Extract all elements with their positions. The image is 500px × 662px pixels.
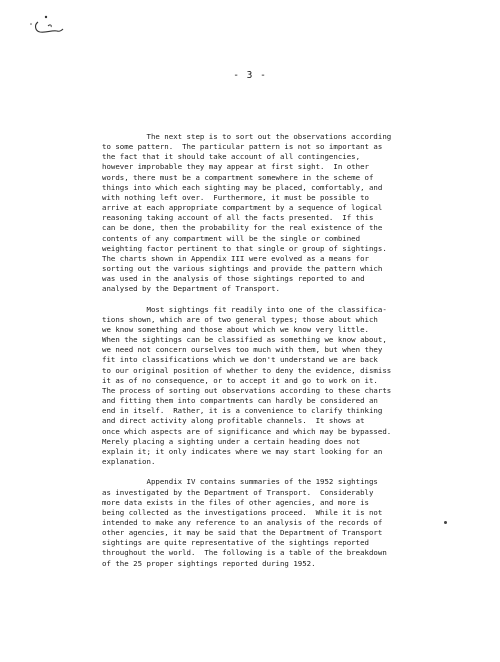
handwritten-mark-icon <box>26 14 64 40</box>
page-number: - 3 - <box>233 70 267 81</box>
body-text <box>102 132 438 569</box>
paragraph-1: The next step is to sort out the observations according to some pattern. The particular pattern is not so important as the fact that it should take account of all contingencies, however improbable they may appear at first sight. In other words, there must be a compartment somewhere in the scheme of things into which each sighting may be placed, comfortably, and with nothing left over. Furthermore, it must be possible to arrive at each appropriate compartment by a sequence of logical reasoning taking account of all the facts presented. If this can be done, then the probability for the real existence of the contents of any compartment will be the single or combined weighting factor pertinent to that single or group of sightings. The charts shown in Appendix III were evolved as a means for sorting out the various sightings and provide the pattern which was used in the analysis of those sightings reported to and analysed by the Department of Transport. <box>102 132 392 294</box>
paragraph-3: Appendix IV contains summaries of the 1952 sightings as investigated by the Department of Transport. Considerably more data exists in the files of other agencies, and more is being collected as the investigations proceed. While it is not intended to make any reference to an analysis of the records of other agencies, it may be said that the Department of Transport sightings are quite representative of the sightings reported throughout the world. The following is a table of the breakdown of the 25 proper sightings reported during 1952. <box>102 477 387 568</box>
ink-speck <box>444 521 447 524</box>
paragraph-2: Most sightings fit readily into one of the classifica- tions shown, which are of two general types; those about which we know something and those about which we know very little. When the sightings can be classified as something we know about, we need not concern ourselves too much with them, but when they fit into classifications which we don't understand we are back to our original position of whether to deny the evidence, dismiss it as of no consequence, or to accept it and go to work on it. The process of sorting out observations according to these charts and fitting them into compartments can hardly be considered an end in itself. Rather, it is a convenience to clarify thinking and direct activity along profitable channels. It shows at once which aspects are of significance and which may be bypassed. Merely placing a sighting under a certain heading does not explain it; it only indicates where we may start looking for an explanation. <box>102 304 392 467</box>
